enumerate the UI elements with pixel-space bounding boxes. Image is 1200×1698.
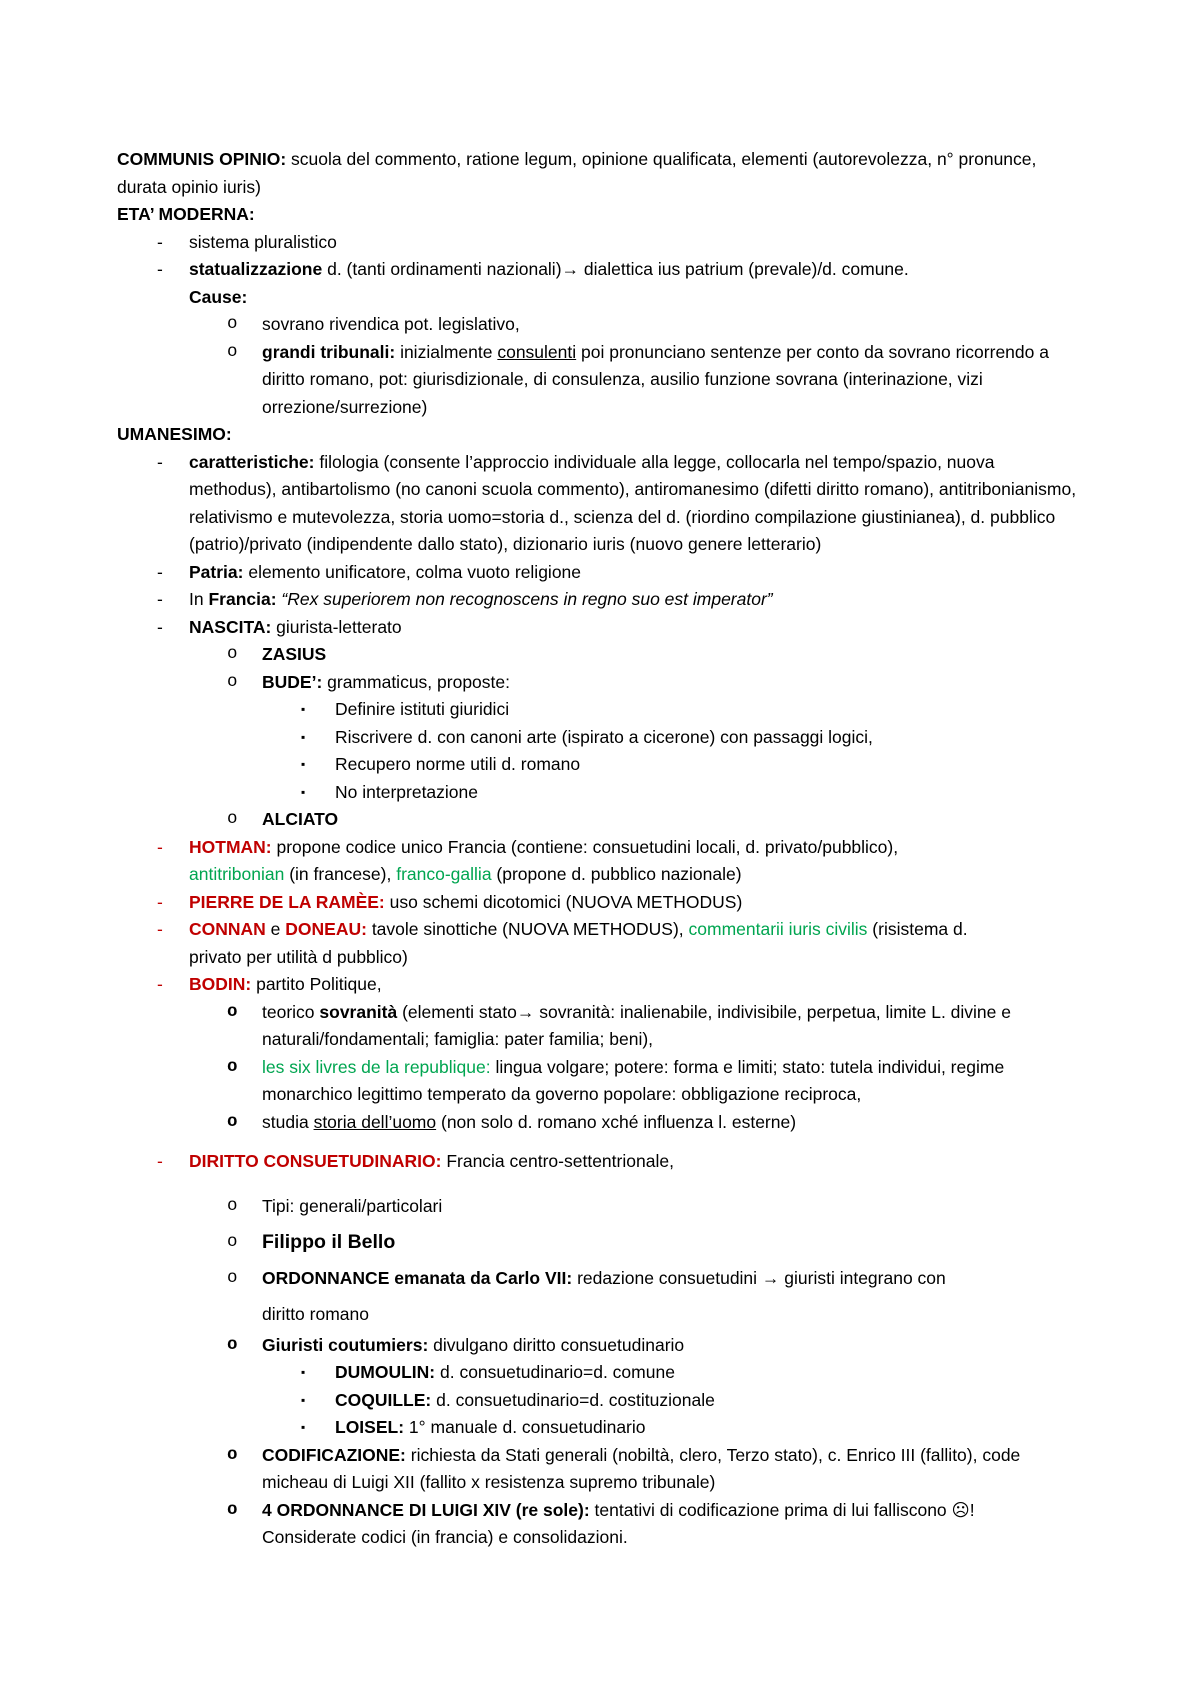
list-item <box>117 1414 1077 1442</box>
text: divulgano diritto consuetudinario <box>428 1334 685 1355</box>
term: LOISEL: <box>335 1417 405 1437</box>
term: ALCIATO <box>262 809 339 829</box>
circle-bullet: o <box>227 341 238 362</box>
dash-bullet: - <box>157 616 163 637</box>
dash-bullet: - <box>157 231 163 252</box>
text: Francia centro-settentrionale, <box>441 1151 674 1171</box>
text: inizialmente <box>395 341 498 362</box>
text: scuola del commento, ratione legum, opinione qualificata, elementi (autorevolezza, n° pronunce, durata opinio iuris) <box>117 149 1037 197</box>
list-item <box>117 256 1077 284</box>
list-item <box>117 669 1077 697</box>
term: Cause: <box>189 286 248 307</box>
list-item-continuation <box>117 944 1077 972</box>
list-item <box>117 724 1077 752</box>
text: ! <box>969 1499 975 1520</box>
square-bullet: ▪ <box>301 702 306 716</box>
list-item <box>117 1054 1077 1109</box>
communis-opinio-line <box>117 146 1077 201</box>
underlined-text: storia dell’uomo <box>313 1111 437 1132</box>
list-item <box>117 1359 1077 1387</box>
term-green: antitribonian <box>189 864 285 884</box>
arrow-icon: → <box>561 259 580 279</box>
square-bullet: ▪ <box>301 729 306 744</box>
dash-bullet: - <box>157 589 163 609</box>
term: sovranità <box>319 1001 398 1022</box>
term: Giuristi coutumiers: <box>262 1334 429 1355</box>
text: d. consuetudinario=d. costituzionale <box>431 1389 715 1410</box>
term: ZASIUS <box>262 644 327 664</box>
text: privato per utilità d pubblico) <box>189 946 408 967</box>
list-item <box>117 834 1077 862</box>
circle-bullet: o <box>227 809 238 829</box>
list-item <box>117 1442 1077 1497</box>
spacer <box>117 1136 1077 1148</box>
dash-bullet: - <box>157 451 163 472</box>
term: statualizzazione <box>189 259 323 279</box>
text: sovrano rivendica pot. legislativo, <box>262 314 520 334</box>
list-item <box>117 999 1077 1054</box>
list-item <box>117 449 1077 559</box>
dash-bullet: - <box>157 1151 163 1171</box>
list-item <box>117 1148 1077 1176</box>
text: propone codice unico Francia (contiene: consuetudini locali, d. privato/pubblico), <box>271 836 899 857</box>
square-bullet: ▪ <box>301 1420 306 1434</box>
square-bullet: ▪ <box>301 1365 306 1379</box>
term-green: les six livres de la republique: <box>262 1056 491 1077</box>
text: Riscrivere d. con canoni arte (ispirato a cicerone) con passaggi logici, <box>335 726 873 747</box>
cause-label <box>117 284 1077 312</box>
term: DUMOULIN: <box>335 1362 436 1382</box>
term: Patria: <box>189 561 244 582</box>
text: (elementi stato <box>397 1001 517 1022</box>
term: grandi tribunali: <box>262 341 396 362</box>
term-red: HOTMAN: <box>189 836 272 857</box>
list-item <box>117 889 1077 917</box>
text: 1° manuale d. consuetudinario <box>404 1417 646 1437</box>
text: teorico <box>262 1001 320 1022</box>
circle-bullet: o <box>227 644 238 664</box>
sad-face-icon: ☹ <box>951 1499 970 1520</box>
heading-eta-moderna: ETA’ MODERNA: <box>117 204 255 224</box>
term-red: DIRITTO CONSUETUDINARIO: <box>189 1151 442 1171</box>
term: CODIFICAZIONE: <box>262 1444 406 1465</box>
list-item <box>117 971 1077 999</box>
list-item-continuation <box>117 1296 1077 1332</box>
eta-moderna-heading <box>117 201 1077 229</box>
text: richiesta da Stati generali (nobiltà, clero, Terzo stato), c. Enrico III (fallito), code micheau di Luigi XII (fallito x resistenza supremo tribunale) <box>262 1444 1021 1492</box>
underlined-text: consulenti <box>497 341 577 362</box>
list-item <box>117 559 1077 587</box>
list-item <box>117 696 1077 724</box>
list-item <box>117 339 1077 422</box>
spacer <box>117 1176 1077 1188</box>
dash-bullet: - <box>157 974 163 994</box>
text: Definire istituti giuridici <box>335 699 510 719</box>
list-item <box>117 751 1077 779</box>
text: poi pronunciano sentenze per conto da sovrano ricorrendo a diritto romano, pot: giurisdizionale, di consulenza, ausilio funzione sovrana (interinazione, vizi orrezione/surrezione) <box>262 341 1049 417</box>
text: sovranità: inalienabile, indivisibile, perpetua, limite L. divine e naturali/fondamentali; famiglia: pater familia; beni), <box>262 1001 1011 1049</box>
circle-bullet: o <box>227 1267 238 1288</box>
term-green: commentarii iuris civilis <box>688 919 868 939</box>
term: NASCITA: <box>189 616 272 637</box>
text: studia <box>262 1111 314 1132</box>
text: lingua volgare; potere: forma e limiti; stato: tutela individui, regime monarchico legittimo temperato da governo popolare: obbligazione reciproca, <box>262 1056 1005 1104</box>
term-red: PIERRE DE LA RAMÈE: <box>189 891 385 912</box>
text: elemento unificatore, colma vuoto religione <box>243 561 582 582</box>
circle-bullet: o <box>227 314 238 334</box>
list-item <box>117 641 1077 669</box>
text: tentativi di codificazione prima di lui falliscono <box>589 1499 952 1520</box>
circle-bullet: o <box>227 1195 238 1216</box>
text: uso schemi dicotomici (NUOVA METHODUS) <box>384 891 743 912</box>
text: giurista-letterato <box>271 616 402 637</box>
circle-bullet: o <box>227 1499 238 1520</box>
list-item <box>117 614 1077 642</box>
heading-umanesimo: UMANESIMO: <box>117 424 232 444</box>
notes-body <box>117 146 1077 1552</box>
list-item <box>117 586 1077 614</box>
text: Considerate codici (in francia) e consolidazioni. <box>262 1527 628 1547</box>
list-item <box>117 916 1077 944</box>
term-red: BODIN: <box>189 974 252 994</box>
heading-communis-opinio: COMMUNIS OPINIO: <box>117 149 287 169</box>
list-item <box>117 1332 1077 1360</box>
circle-bullet: o <box>227 671 238 692</box>
umanesimo-heading <box>117 421 1077 449</box>
dash-bullet: - <box>157 259 163 279</box>
text: grammaticus, proposte: <box>322 671 510 692</box>
term: Francia: <box>208 589 277 609</box>
text: (propone d. pubblico nazionale) <box>491 864 742 884</box>
circle-bullet: o <box>227 1231 238 1252</box>
text: tavole sinottiche (NUOVA METHODUS), <box>366 919 689 939</box>
text: filologia (consente l’approccio individuale alla legge, collocarla nel tempo/spazio, nuova methodus), antibartolismo (no canoni scuola commento), antiromanesimo (difetti diritto romano), antitribonianismo, relativismo e mutevolezza, storia uomo=storia d., scienza del d. (riordino compilazione giustinianea), d. pubblico (patrio)/privato (indipendente dallo stato), dizionario iuris (nuovo genere letterario) <box>189 451 1077 554</box>
text: e <box>265 919 286 939</box>
list-item <box>117 1109 1077 1137</box>
arrow-icon: → <box>761 1267 780 1288</box>
list-item <box>117 311 1077 339</box>
text: sistema pluralistico <box>189 231 337 252</box>
list-item <box>117 229 1077 257</box>
term: 4 ORDONNANCE DI LUIGI XIV (re sole): <box>262 1499 590 1520</box>
text: (non solo d. romano xché influenza l. esterne) <box>436 1111 797 1132</box>
list-item <box>117 1224 1077 1260</box>
list-item <box>117 1497 1077 1525</box>
text: Recupero norme utili d. romano <box>335 754 581 774</box>
square-bullet: ▪ <box>301 757 306 771</box>
circle-bullet: o <box>227 1056 238 1077</box>
dash-bullet: - <box>157 561 163 582</box>
term: BUDE’: <box>262 671 323 692</box>
term: ORDONNANCE emanata da Carlo VII: <box>262 1267 573 1288</box>
dash-bullet: - <box>157 891 163 912</box>
list-item <box>117 779 1077 807</box>
term-red: DONEAU: <box>285 919 367 939</box>
circle-bullet: o <box>227 1001 238 1022</box>
dash-bullet: - <box>157 836 163 857</box>
list-item-continuation <box>117 1524 1077 1552</box>
text: In <box>189 589 209 609</box>
list-item <box>117 806 1077 834</box>
text: partito Politique, <box>251 974 382 994</box>
term: caratteristiche: <box>189 451 315 472</box>
list-item <box>117 1387 1077 1415</box>
list-item <box>117 1188 1077 1224</box>
text: (risistema d. <box>867 919 968 939</box>
term: COQUILLE: <box>335 1389 432 1410</box>
square-bullet: ▪ <box>301 784 306 799</box>
term-green: franco-gallia <box>396 864 492 884</box>
term: Filippo il Bello <box>262 1230 396 1253</box>
text: (in francese), <box>284 864 397 884</box>
text: No interpretazione <box>335 781 478 802</box>
text: giuristi integrano con <box>779 1267 946 1288</box>
circle-bullet: o <box>227 1444 238 1465</box>
circle-bullet: o <box>227 1334 238 1355</box>
circle-bullet: o <box>227 1111 238 1132</box>
arrow-icon: → <box>516 1001 535 1022</box>
list-item <box>117 1260 1077 1296</box>
term-red: CONNAN <box>189 919 266 939</box>
text: redazione consuetudini <box>572 1267 762 1288</box>
quote: “Rex superiorem non recognoscens in regno suo est imperator” <box>276 589 773 609</box>
list-item-continuation <box>117 861 1077 889</box>
square-bullet: ▪ <box>301 1392 306 1407</box>
text: d. consuetudinario=d. comune <box>435 1362 675 1382</box>
dash-bullet: - <box>157 919 163 939</box>
text: Tipi: generali/particolari <box>262 1195 443 1216</box>
text: dialettica ius patrium (prevale)/d. comune. <box>579 259 909 279</box>
text: d. (tanti ordinamenti nazionali) <box>322 259 562 279</box>
text: diritto romano <box>262 1303 369 1324</box>
